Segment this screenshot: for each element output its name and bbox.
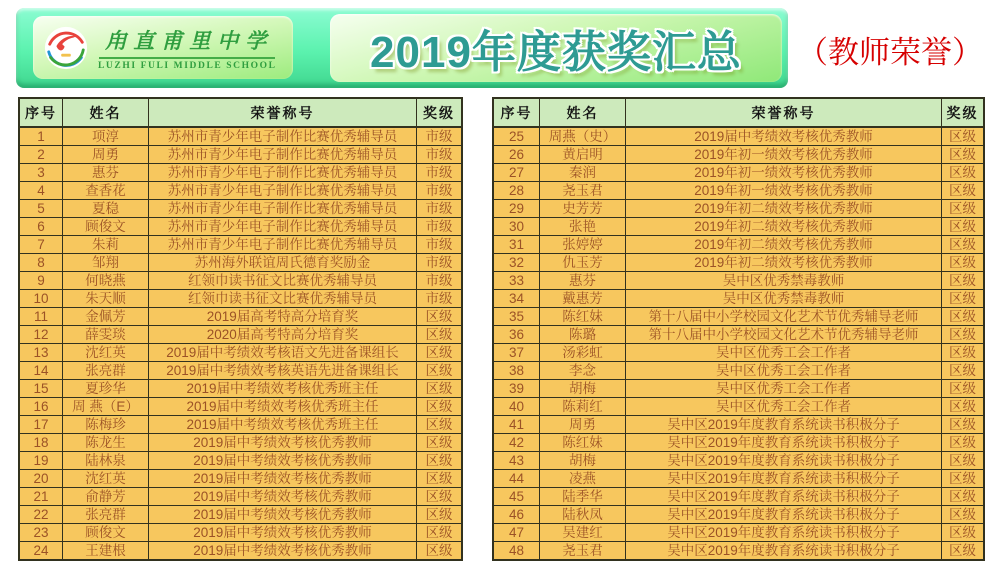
table-row <box>19 362 462 380</box>
table-cell: 区级 <box>942 380 985 398</box>
column-header: 荣誉称号 <box>149 98 417 127</box>
table-cell: 吴中区2019年度教育系统读书积极分子 <box>626 452 942 470</box>
table-cell: 24 <box>19 542 63 561</box>
subtitle-teacher-honors: （教师荣誉） <box>797 35 983 70</box>
table-cell: 沈红英 <box>63 344 149 362</box>
column-header: 姓名 <box>63 98 149 127</box>
table-cell: 张亮群 <box>63 362 149 380</box>
table-cell: 红领巾读书征文比赛优秀辅导员 <box>149 272 417 290</box>
table-row <box>493 326 984 344</box>
table-cell: 28 <box>493 182 540 200</box>
table-cell: 2020届高考特高分培育奖 <box>149 326 417 344</box>
table-cell: 2019年初二绩效考核优秀教师 <box>626 236 942 254</box>
table-cell: 27 <box>493 164 540 182</box>
table-cell: 区级 <box>942 470 985 488</box>
table-cell: 第十八届中小学校园文化艺术节优秀辅导老师 <box>626 326 942 344</box>
table-row <box>19 308 462 326</box>
table-row <box>493 362 984 380</box>
table-cell: 7 <box>19 236 63 254</box>
table-row <box>19 524 462 542</box>
table-cell: 查香花 <box>63 182 149 200</box>
table-cell: 市级 <box>417 127 463 146</box>
table-cell: 吴中区优秀工会工作者 <box>626 344 942 362</box>
table-cell: 17 <box>19 416 63 434</box>
table-cell: 2019届中考绩效考核语文先进备课组长 <box>149 344 417 362</box>
table-cell: 3 <box>19 164 63 182</box>
table-row <box>19 146 462 164</box>
table-cell: 陆林泉 <box>63 452 149 470</box>
table-cell: 红领巾读书征文比赛优秀辅导员 <box>149 290 417 308</box>
table-cell: 周勇 <box>63 146 149 164</box>
table-cell: 陈梅珍 <box>63 416 149 434</box>
table-row <box>493 524 984 542</box>
table-cell: 8 <box>19 254 63 272</box>
table-cell: 何晓燕 <box>63 272 149 290</box>
column-header: 序号 <box>19 98 63 127</box>
table-cell: 区级 <box>942 488 985 506</box>
table-cell: 2019届中考绩效考核英语先进备课组长 <box>149 362 417 380</box>
table-cell: 区级 <box>417 524 463 542</box>
table-cell: 吴中区2019年度教育系统读书积极分子 <box>626 416 942 434</box>
table-header-row <box>493 98 984 127</box>
table-row <box>19 254 462 272</box>
table-row <box>493 272 984 290</box>
table-cell: 区级 <box>417 470 463 488</box>
table-cell: 朱天顺 <box>63 290 149 308</box>
table-cell: 张婷婷 <box>540 236 626 254</box>
table-row <box>493 506 984 524</box>
table-cell: 市级 <box>417 182 463 200</box>
table-cell: 苏州市青少年电子制作比赛优秀辅导员 <box>149 127 417 146</box>
table-header <box>493 98 984 127</box>
table-cell: 苏州海外联谊周氏德育奖励金 <box>149 254 417 272</box>
table-row <box>19 127 462 146</box>
table-cell: 市级 <box>417 164 463 182</box>
table-cell: 区级 <box>417 452 463 470</box>
table-row <box>493 398 984 416</box>
table-cell: 陈红妹 <box>540 308 626 326</box>
table-cell: 2019届中考绩效考核优秀教师 <box>149 452 417 470</box>
table-cell: 市级 <box>417 290 463 308</box>
table-cell: 区级 <box>942 362 985 380</box>
table-cell: 市级 <box>417 272 463 290</box>
table-cell: 2019届中考绩效考核优秀教师 <box>626 127 942 146</box>
table-row <box>19 344 462 362</box>
table-cell: 苏州市青少年电子制作比赛优秀辅导员 <box>149 218 417 236</box>
table-row <box>493 146 984 164</box>
table-cell: 区级 <box>417 362 463 380</box>
table-row <box>19 272 462 290</box>
table-cell: 苏州市青少年电子制作比赛优秀辅导员 <box>149 182 417 200</box>
table-cell: 项淳 <box>63 127 149 146</box>
table-cell: 吴中区2019年度教育系统读书积极分子 <box>626 506 942 524</box>
table-cell: 13 <box>19 344 63 362</box>
table-cell: 2019届中考绩效考核优秀班主任 <box>149 380 417 398</box>
table-cell: 35 <box>493 308 540 326</box>
table-cell: 2019年初一绩效考核优秀教师 <box>626 164 942 182</box>
table-row <box>493 127 984 146</box>
table-row <box>493 236 984 254</box>
table-cell: 吴中区2019年度教育系统读书积极分子 <box>626 488 942 506</box>
table-cell: 黄启明 <box>540 146 626 164</box>
table-cell: 市级 <box>417 254 463 272</box>
table-cell: 2019届中考绩效考核优秀教师 <box>149 434 417 452</box>
table-cell: 惠芬 <box>540 272 626 290</box>
table-row <box>493 416 984 434</box>
table-cell: 苏州市青少年电子制作比赛优秀辅导员 <box>149 200 417 218</box>
table-cell: 戴惠芳 <box>540 290 626 308</box>
table-cell: 33 <box>493 272 540 290</box>
page-title: 2019年度获奖汇总 <box>370 28 742 77</box>
table-row <box>493 380 984 398</box>
table-cell: 吴中区2019年度教育系统读书积极分子 <box>626 524 942 542</box>
table-cell: 2019年初二绩效考核优秀教师 <box>626 218 942 236</box>
school-name-english: LUZHI FULI MIDDLE SCHOOL <box>98 60 277 71</box>
table-cell: 2 <box>19 146 63 164</box>
table-row <box>19 542 462 561</box>
table-row <box>19 452 462 470</box>
table-row <box>19 218 462 236</box>
table-cell: 胡梅 <box>540 380 626 398</box>
table-cell: 区级 <box>417 380 463 398</box>
table-cell: 秦润 <box>540 164 626 182</box>
table-cell: 2019年初二绩效考核优秀教师 <box>626 254 942 272</box>
table-cell: 14 <box>19 362 63 380</box>
table-row <box>493 452 984 470</box>
table-cell: 2019届中考绩效考核优秀教师 <box>149 488 417 506</box>
table-cell: 区级 <box>942 452 985 470</box>
table-cell: 区级 <box>417 488 463 506</box>
table-cell: 朱莉 <box>63 236 149 254</box>
table-cell: 区级 <box>417 434 463 452</box>
table-cell: 吴中区优秀禁毒教师 <box>626 290 942 308</box>
table-cell: 吴中区优秀禁毒教师 <box>626 272 942 290</box>
table-cell: 25 <box>493 127 540 146</box>
table-cell: 顾俊文 <box>63 524 149 542</box>
table-cell: 36 <box>493 326 540 344</box>
table-cell: 吴中区优秀工会工作者 <box>626 398 942 416</box>
table-cell: 1 <box>19 127 63 146</box>
table-row <box>493 470 984 488</box>
column-header: 荣誉称号 <box>626 98 942 127</box>
table-cell: 区级 <box>942 416 985 434</box>
title-banner <box>330 14 782 82</box>
table-cell: 2019届中考绩效考核优秀教师 <box>149 470 417 488</box>
school-name-chinese: 甪直甫里中学 <box>99 25 275 59</box>
table-cell: 吴建红 <box>540 524 626 542</box>
awards-table-right <box>492 97 985 561</box>
table-cell: 38 <box>493 362 540 380</box>
table-row <box>19 398 462 416</box>
table-cell: 2019届中考绩效考核优秀教师 <box>149 524 417 542</box>
table-cell: 42 <box>493 434 540 452</box>
table-row <box>493 290 984 308</box>
table-row <box>493 488 984 506</box>
table-cell: 区级 <box>942 344 985 362</box>
table-cell: 区级 <box>942 506 985 524</box>
table-cell: 2019届中考绩效考核优秀教师 <box>149 542 417 561</box>
table-row <box>493 164 984 182</box>
table-row <box>19 164 462 182</box>
table-cell: 6 <box>19 218 63 236</box>
table-row <box>493 308 984 326</box>
table-cell: 张艳 <box>540 218 626 236</box>
table-cell: 区级 <box>942 200 985 218</box>
table-cell: 陈璐 <box>540 326 626 344</box>
table-cell: 43 <box>493 452 540 470</box>
table-cell: 夏稳 <box>63 200 149 218</box>
table-cell: 沈红英 <box>63 470 149 488</box>
table-cell: 区级 <box>942 182 985 200</box>
table-cell: 区级 <box>417 326 463 344</box>
table-cell: 陈莉红 <box>540 398 626 416</box>
table-row <box>493 218 984 236</box>
awards-table-left <box>18 97 463 561</box>
table-row <box>19 326 462 344</box>
table-cell: 邹翔 <box>63 254 149 272</box>
table-cell: 30 <box>493 218 540 236</box>
table-cell: 2019年初二绩效考核优秀教师 <box>626 200 942 218</box>
table-cell: 40 <box>493 398 540 416</box>
table-cell: 区级 <box>417 398 463 416</box>
table-cell: 区级 <box>942 218 985 236</box>
table-cell: 第十八届中小学校园文化艺术节优秀辅导老师 <box>626 308 942 326</box>
table-cell: 苏州市青少年电子制作比赛优秀辅导员 <box>149 146 417 164</box>
table-row <box>493 200 984 218</box>
table-cell: 2019届中考绩效考核优秀教师 <box>149 506 417 524</box>
table-row <box>493 434 984 452</box>
table-row <box>493 344 984 362</box>
table-cell: 2019届高考特高分培育奖 <box>149 308 417 326</box>
table-cell: 区级 <box>942 127 985 146</box>
table-cell: 胡梅 <box>540 452 626 470</box>
table-row <box>19 290 462 308</box>
table-cell: 区级 <box>942 326 985 344</box>
table-cell: 37 <box>493 344 540 362</box>
table-cell: 47 <box>493 524 540 542</box>
table-cell: 区级 <box>942 236 985 254</box>
table-cell: 市级 <box>417 146 463 164</box>
table-cell: 16 <box>19 398 63 416</box>
table-row <box>19 416 462 434</box>
column-header: 奖级 <box>942 98 985 127</box>
table-cell: 区级 <box>942 398 985 416</box>
table-cell: 45 <box>493 488 540 506</box>
table-cell: 陆秋凤 <box>540 506 626 524</box>
table-cell: 俞静芳 <box>63 488 149 506</box>
school-logo-icon <box>43 25 89 71</box>
table-cell: 2019年初一绩效考核优秀教师 <box>626 182 942 200</box>
table-row <box>19 380 462 398</box>
column-header: 序号 <box>493 98 540 127</box>
table-cell: 吴中区2019年度教育系统读书积极分子 <box>626 542 942 561</box>
table-cell: 5 <box>19 200 63 218</box>
table-row <box>19 200 462 218</box>
table-row <box>19 236 462 254</box>
table-cell: 苏州市青少年电子制作比赛优秀辅导员 <box>149 236 417 254</box>
table-cell: 市级 <box>417 236 463 254</box>
table-row <box>19 488 462 506</box>
table-cell: 周 燕（E） <box>63 398 149 416</box>
table-cell: 2019年初一绩效考核优秀教师 <box>626 146 942 164</box>
table-cell: 吴中区优秀工会工作者 <box>626 362 942 380</box>
table-cell: 王建根 <box>63 542 149 561</box>
table-cell: 26 <box>493 146 540 164</box>
table-cell: 12 <box>19 326 63 344</box>
table-cell: 仇玉芳 <box>540 254 626 272</box>
table-header-row <box>19 98 462 127</box>
header-banner <box>16 8 788 88</box>
table-cell: 薛雯琰 <box>63 326 149 344</box>
table-cell: 李念 <box>540 362 626 380</box>
table-cell: 区级 <box>942 308 985 326</box>
table-row <box>19 434 462 452</box>
table-cell: 区级 <box>942 272 985 290</box>
table-cell: 陈龙生 <box>63 434 149 452</box>
table-cell: 周勇 <box>540 416 626 434</box>
table-cell: 区级 <box>942 146 985 164</box>
table-cell: 区级 <box>942 542 985 561</box>
table-cell: 区级 <box>417 416 463 434</box>
table-body <box>493 127 984 560</box>
table-cell: 2019届中考绩效考核优秀班主任 <box>149 398 417 416</box>
table-cell: 39 <box>493 380 540 398</box>
table-cell: 陈红妹 <box>540 434 626 452</box>
table-cell: 20 <box>19 470 63 488</box>
table-cell: 区级 <box>942 290 985 308</box>
table-row <box>19 506 462 524</box>
table-cell: 11 <box>19 308 63 326</box>
table-cell: 市级 <box>417 200 463 218</box>
table-row <box>19 182 462 200</box>
table-row <box>493 254 984 272</box>
table-row <box>493 182 984 200</box>
table-cell: 尧玉君 <box>540 182 626 200</box>
table-header <box>19 98 462 127</box>
table-cell: 汤彩虹 <box>540 344 626 362</box>
table-cell: 尧玉君 <box>540 542 626 561</box>
column-header: 奖级 <box>417 98 463 127</box>
table-cell: 史芳芳 <box>540 200 626 218</box>
table-cell: 吴中区优秀工会工作者 <box>626 380 942 398</box>
table-cell: 苏州市青少年电子制作比赛优秀辅导员 <box>149 164 417 182</box>
table-cell: 2019届中考绩效考核优秀班主任 <box>149 416 417 434</box>
table-cell: 周燕（史） <box>540 127 626 146</box>
table-cell: 区级 <box>942 524 985 542</box>
table-cell: 惠芬 <box>63 164 149 182</box>
table-cell: 46 <box>493 506 540 524</box>
table-cell: 41 <box>493 416 540 434</box>
table-cell: 区级 <box>417 308 463 326</box>
table-cell: 区级 <box>417 344 463 362</box>
table-cell: 29 <box>493 200 540 218</box>
table-cell: 区级 <box>942 434 985 452</box>
school-logo-box <box>33 16 293 79</box>
table-cell: 顾俊文 <box>63 218 149 236</box>
table-cell: 区级 <box>417 542 463 561</box>
table-cell: 19 <box>19 452 63 470</box>
table-cell: 凌燕 <box>540 470 626 488</box>
school-name-block <box>98 25 277 71</box>
table-cell: 10 <box>19 290 63 308</box>
table-cell: 区级 <box>417 506 463 524</box>
table-cell: 21 <box>19 488 63 506</box>
table-cell: 9 <box>19 272 63 290</box>
column-header: 姓名 <box>540 98 626 127</box>
table-cell: 吴中区2019年度教育系统读书积极分子 <box>626 434 942 452</box>
table-cell: 区级 <box>942 164 985 182</box>
table-cell: 31 <box>493 236 540 254</box>
table-row <box>493 542 984 561</box>
table-cell: 张亮群 <box>63 506 149 524</box>
table-cell: 23 <box>19 524 63 542</box>
table-cell: 34 <box>493 290 540 308</box>
table-cell: 15 <box>19 380 63 398</box>
table-cell: 44 <box>493 470 540 488</box>
table-cell: 吴中区2019年度教育系统读书积极分子 <box>626 470 942 488</box>
table-cell: 4 <box>19 182 63 200</box>
table-cell: 陆季华 <box>540 488 626 506</box>
table-cell: 市级 <box>417 218 463 236</box>
table-cell: 18 <box>19 434 63 452</box>
table-row <box>19 470 462 488</box>
table-cell: 夏珍华 <box>63 380 149 398</box>
table-body <box>19 127 462 560</box>
table-cell: 32 <box>493 254 540 272</box>
table-cell: 22 <box>19 506 63 524</box>
table-cell: 金佩芳 <box>63 308 149 326</box>
table-cell: 48 <box>493 542 540 561</box>
table-cell: 区级 <box>942 254 985 272</box>
